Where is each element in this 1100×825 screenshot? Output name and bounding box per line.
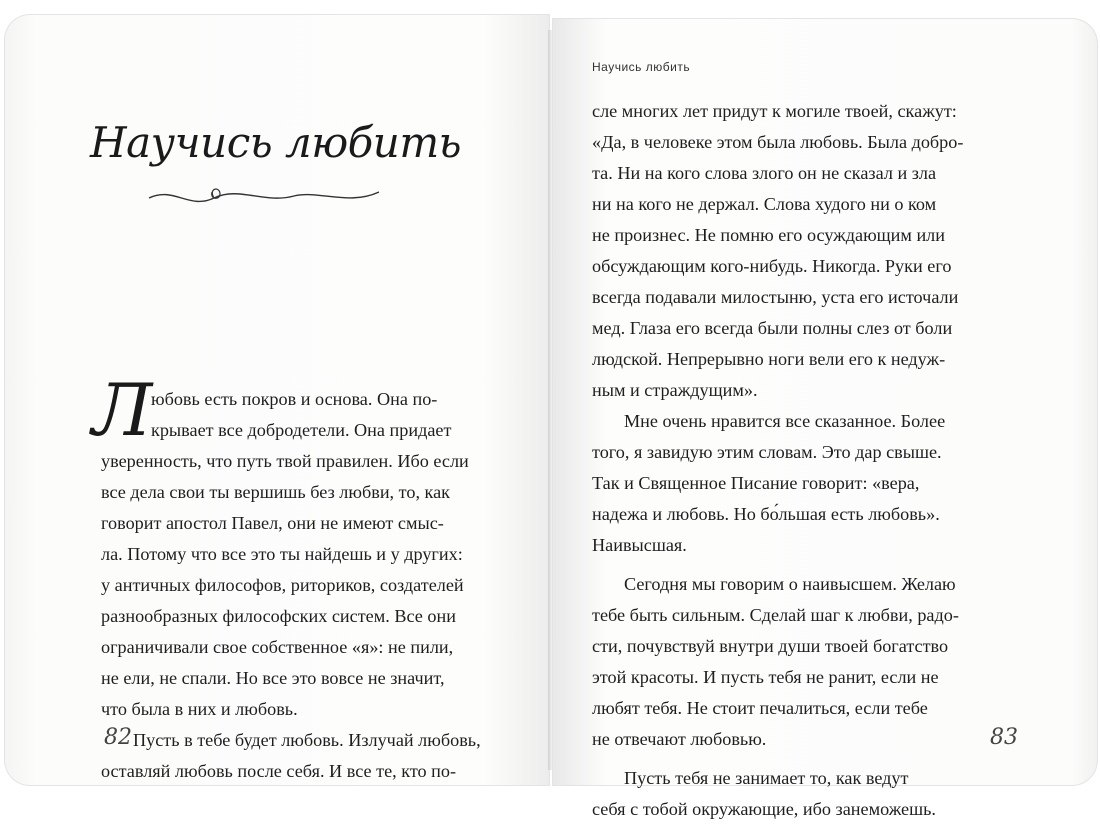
text-line: сти, почувствуй внутри души твоей богатство — [592, 636, 949, 656]
text-line: ным и страждущим». — [592, 380, 758, 400]
text-line: что была в них и любовь. — [101, 699, 298, 719]
paragraph — [592, 96, 1012, 406]
text-line: обсуждающим кого-нибудь. Никогда. Руки его — [592, 256, 952, 276]
text-line: юбовь есть покров и основа. Она по- — [151, 389, 438, 409]
text-line: все дела свои ты вершишь без любви, то, как — [101, 482, 451, 502]
text-line: уверенность, что путь твой правилен. Ибо если — [101, 451, 469, 471]
page-number: 82 — [104, 725, 132, 750]
right-page — [552, 18, 1098, 819]
paragraph — [101, 725, 511, 787]
text-line: тебе быть сильным. Сделай шаг к любви, радо- — [592, 605, 959, 625]
drop-cap: Л — [92, 368, 153, 452]
text-line: Так и Священное Писание говорит: «вера, — [592, 473, 920, 493]
text-line: Пусть в тебе будет любовь. Излучай любовь, — [133, 730, 481, 750]
text-line: Пусть тебя не занимает то, как ведут — [624, 768, 909, 788]
text-line: мед. Глаза его всегда были полны слез от боли — [592, 318, 953, 338]
text-line: разнообразных философских систем. Все они — [101, 606, 456, 626]
page-number: 83 — [990, 725, 1018, 750]
text-line: «Да, в человеке этом была любовь. Была добро- — [592, 132, 964, 152]
text-line: не ели, не спали. Но все это вовсе не значит, — [101, 668, 445, 688]
text-line: Наивысшая. — [592, 535, 687, 555]
text-line: людской. Непрерывно ноги вели его к недуж- — [592, 349, 946, 369]
text-line: говорит апостол Павел, они не имеют смыс- — [101, 513, 444, 533]
text-line: не отвечают любовью. — [592, 729, 767, 749]
paragraph — [592, 763, 1012, 825]
text-line: не произнес. Не помню его осуждающим или — [592, 225, 945, 245]
text-line: всегда подавали милостыню, уста его источали — [592, 287, 959, 307]
paragraph — [592, 406, 1012, 561]
text-line: ограничивали свое собственное «я»: не пили, — [101, 637, 454, 657]
right-page-body — [592, 96, 1012, 825]
left-page — [4, 14, 550, 786]
text-line: сле многих лет придут к могиле твоей, скажут: — [592, 101, 957, 121]
left-page-body — [101, 384, 511, 787]
ornament-flourish-icon — [144, 182, 384, 212]
paragraph — [592, 569, 1012, 755]
text-line: у античных философов, риториков, создателей — [101, 575, 464, 595]
text-line: оставляй любовь после себя. И все те, кто по- — [101, 761, 457, 781]
text-line: крывает все добродетели. Она придает — [151, 420, 452, 440]
text-line: любят тебя. Не стоит печалиться, если тебе — [592, 698, 928, 718]
text-line: надежа и любовь. Но бо́льшая есть любовь». — [592, 504, 940, 524]
text-line: Мне очень нравится все сказанное. Более — [624, 411, 946, 431]
chapter-title: Научись любить — [90, 118, 462, 167]
text-line: себя с тобой окружающие, ибо занеможешь. — [592, 799, 936, 819]
paragraph — [101, 384, 511, 725]
text-line: того, я завидую этим словам. Это дар свыше. — [592, 442, 942, 462]
running-head: Научись любить — [592, 60, 691, 74]
text-line: этой красоты. И пусть тебя не ранит, если не — [592, 667, 939, 687]
text-line: Сегодня мы говорим о наивысшем. Желаю — [624, 574, 956, 594]
text-line: та. Ни на кого слова злого он не сказал и зла — [592, 163, 937, 183]
text-line: ни на кого не держал. Слова худого ни о ком — [592, 194, 937, 214]
text-line: ла. Потому что все это ты найдешь и у других: — [101, 544, 463, 564]
